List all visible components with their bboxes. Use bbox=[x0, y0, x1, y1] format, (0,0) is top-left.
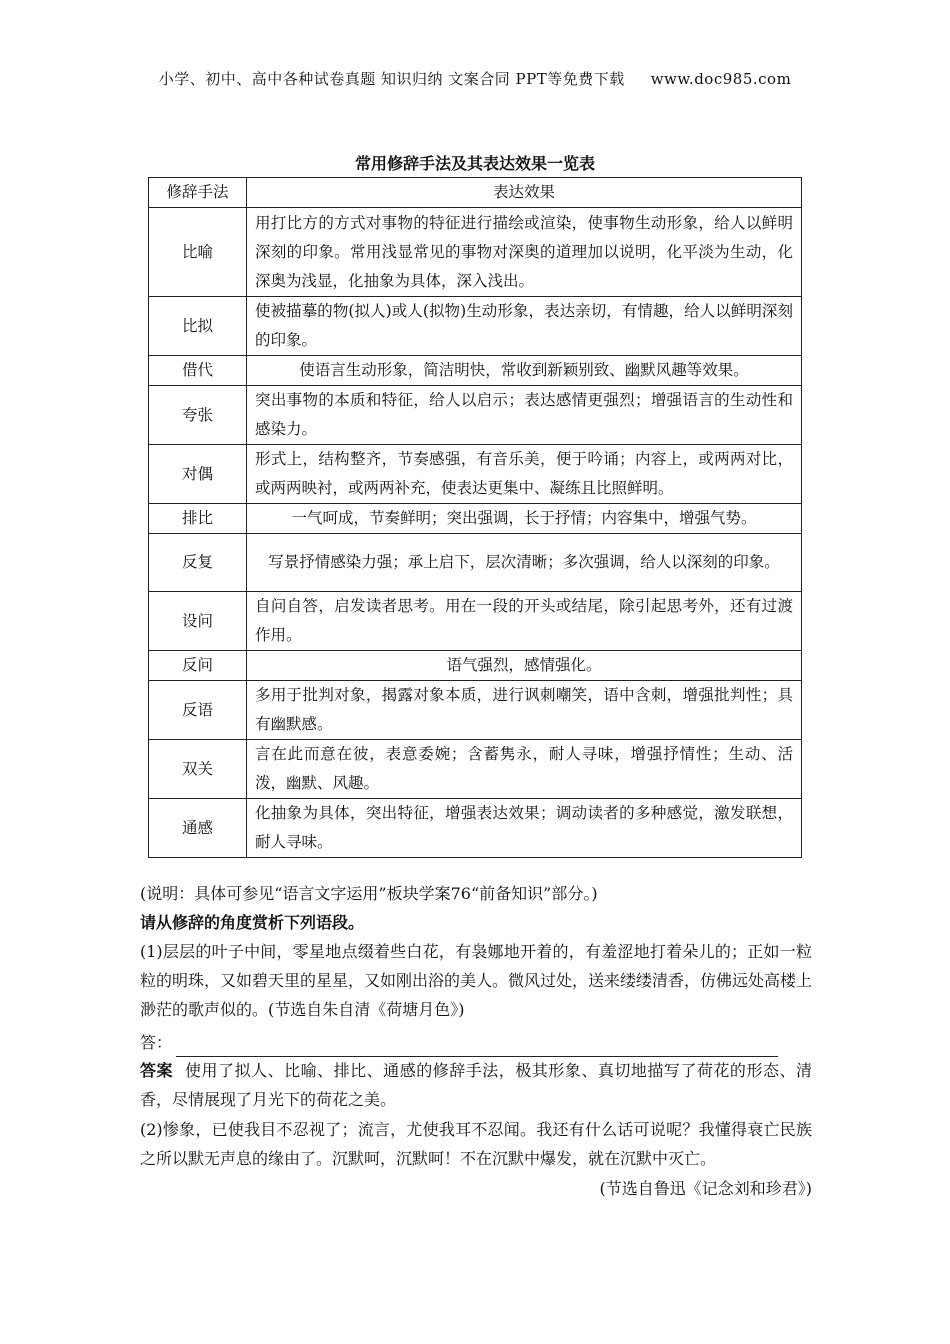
technique-effect: 使被描摹的物(拟人)或人(拟物)生动形象，表达亲切，有情趣，给人以鲜明深刻的印象。 bbox=[247, 297, 802, 356]
table-row bbox=[149, 534, 802, 592]
technique-effect: 自问自答，启发读者思考。用在一段的开头或结尾，除引起思考外，还有过渡作用。 bbox=[247, 592, 802, 651]
header-text: 小学、初中、高中各种试卷真题 知识归纳 文案合同 PPT等免费下载 bbox=[158, 70, 625, 88]
answer-block bbox=[140, 1056, 812, 1114]
technique-name: 反复 bbox=[149, 534, 247, 592]
header-cell-technique: 修辞手法 bbox=[149, 178, 247, 208]
technique-name: 设问 bbox=[149, 592, 247, 651]
table-row bbox=[149, 386, 802, 445]
technique-name: 反问 bbox=[149, 651, 247, 681]
technique-effect: 使语言生动形象，简洁明快，常收到新颖别致、幽默风趣等效果。 bbox=[247, 356, 802, 386]
table-row bbox=[149, 504, 802, 534]
table-row bbox=[149, 740, 802, 799]
table-row bbox=[149, 681, 802, 740]
answer-label: 答： bbox=[140, 1033, 173, 1052]
table-header-row bbox=[149, 178, 802, 208]
technique-name: 对偶 bbox=[149, 445, 247, 504]
passage-2: (2)惨象，已使我目不忍视了；流言，尤使我耳不忍闻。我还有什么话可说呢？我懂得衰亡民族之所以默无声息的缘由了。沉默呵，沉默呵！不在沉默中爆发，就在沉默中灭亡。 bbox=[140, 1120, 812, 1168]
technique-effect: 言在此而意在彼，表意委婉；含蓄隽永，耐人寻味，增强抒情性；生动、活泼，幽默、风趣。 bbox=[247, 740, 802, 799]
passage-1: (1)层层的叶子中间，零星地点缀着些白花，有袅娜地开着的，有羞涩地打着朵儿的；正如一粒粒的明珠，又如碧天里的星星，又如刚出浴的美人。微风过处，送来缕缕清香，仿佛远处高楼上渺茫的歌声似的。(节选自朱自清《荷塘月色》) bbox=[140, 942, 813, 1019]
passage-2-source: (节选自鲁迅《记念刘和珍君》) bbox=[599, 1179, 812, 1198]
technique-effect: 多用于批判对象，揭露对象本质，进行讽刺嘲笑，语中含刺，增强批判性；具有幽默感。 bbox=[247, 681, 802, 740]
table-row bbox=[149, 445, 802, 504]
technique-name: 通感 bbox=[149, 799, 247, 858]
table-row bbox=[149, 356, 802, 386]
table-row bbox=[149, 651, 802, 681]
technique-name: 借代 bbox=[149, 356, 247, 386]
header-cell-effect: 表达效果 bbox=[247, 178, 802, 208]
technique-name: 比喻 bbox=[149, 208, 247, 297]
table-row bbox=[149, 208, 802, 297]
answer-tag: 答案 bbox=[140, 1061, 174, 1080]
rhetoric-table bbox=[148, 177, 802, 858]
header-site-link[interactable]: www.doc985.com bbox=[650, 70, 792, 88]
answer-blank[interactable] bbox=[176, 1038, 778, 1057]
answer-line bbox=[140, 1028, 812, 1057]
technique-name: 双关 bbox=[149, 740, 247, 799]
technique-effect: 突出事物的本质和特征，给人以启示；表达感情更强烈；增强语言的生动性和感染力。 bbox=[247, 386, 802, 445]
note-text: (说明：具体可参见“语言文字运用”板块学案76“前备知识”部分。) bbox=[140, 884, 598, 903]
table-title: 常用修辞手法及其表达效果一览表 bbox=[354, 154, 595, 173]
technique-effect: 用打比方的方式对事物的特征进行描绘或渲染，使事物生动形象，给人以鲜明深刻的印象。常用浅显常见的事物对深奥的道理加以说明，化平淡为生动，化深奥为浅显，化抽象为具体，深入浅出。 bbox=[247, 208, 802, 297]
technique-effect: 写景抒情感染力强；承上启下，层次清晰；多次强调，给人以深刻的印象。 bbox=[247, 534, 802, 592]
technique-effect: 形式上，结构整齐，节奏感强，有音乐美，便于吟诵；内容上，或两两对比，或两两映衬，或两两补充，使表达更集中、凝练且比照鲜明。 bbox=[247, 445, 802, 504]
technique-name: 反语 bbox=[149, 681, 247, 740]
table-row bbox=[149, 297, 802, 356]
question-prompt: 请从修辞的角度赏析下列语段。 bbox=[140, 913, 365, 932]
page-header bbox=[0, 68, 950, 89]
technique-effect: 一气呵成，节奏鲜明；突出强调，长于抒情；内容集中，增强气势。 bbox=[247, 504, 802, 534]
technique-name: 排比 bbox=[149, 504, 247, 534]
technique-effect: 语气强烈，感情强化。 bbox=[247, 651, 802, 681]
answer-text: 使用了拟人、比喻、排比、通感的修辞手法，极其形象、真切地描写了荷花的形态、清香，尽情展现了月光下的荷花之美。 bbox=[140, 1061, 812, 1109]
technique-effect: 化抽象为具体，突出特征，增强表达效果；调动读者的多种感觉，激发联想，耐人寻味。 bbox=[247, 799, 802, 858]
table-row bbox=[149, 799, 802, 858]
technique-name: 夸张 bbox=[149, 386, 247, 445]
table-row bbox=[149, 592, 802, 651]
technique-name: 比拟 bbox=[149, 297, 247, 356]
